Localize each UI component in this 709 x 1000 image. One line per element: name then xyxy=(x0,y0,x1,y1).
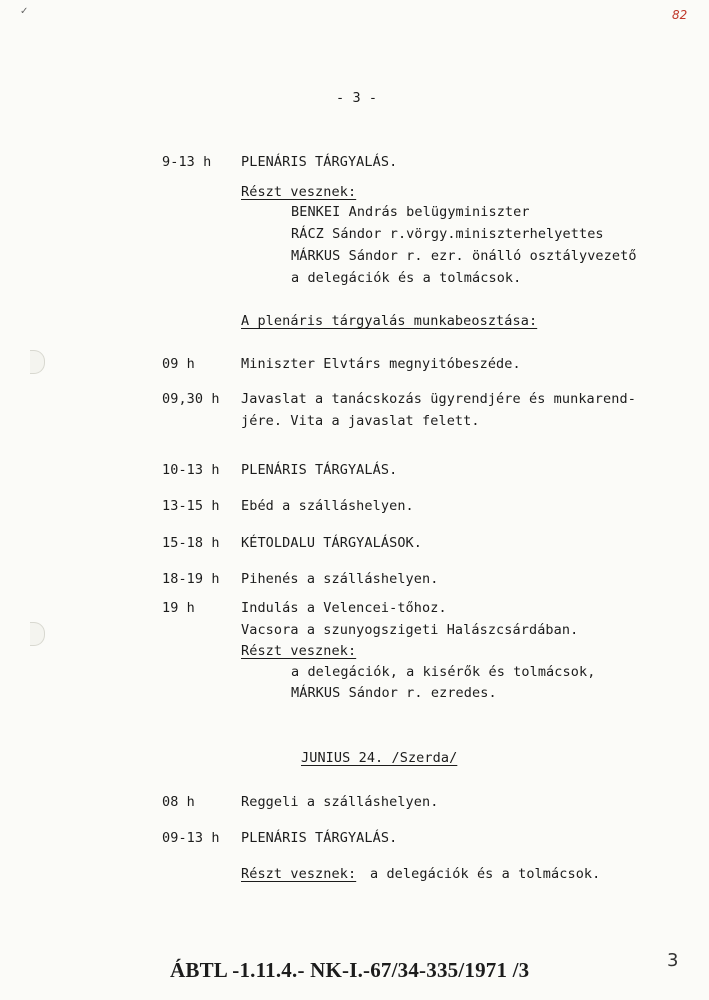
attendee-line: MÁRKUS Sándor r. ezredes. xyxy=(291,685,497,701)
agenda-text: PLENÁRIS TÁRGYALÁS. xyxy=(241,154,398,170)
attendees-label: Részt vesznek: xyxy=(241,866,357,882)
agenda-text-continued: jére. Vita a javaslat felett. xyxy=(241,413,480,429)
attendee-line: a delegációk és a tolmácsok. xyxy=(291,270,522,286)
section-title: A plenáris tárgyalás munkabeosztása: xyxy=(241,313,538,329)
time-label: 08 h xyxy=(162,794,195,810)
attendees-label: Részt vesznek: xyxy=(241,643,357,659)
agenda-text: Reggeli a szálláshelyen. xyxy=(241,794,439,810)
time-label: 09 h xyxy=(162,356,195,372)
archive-reference-footer: ÁBTL -1.11.4.- NK-I.-67/34-335/1971 /3 xyxy=(170,958,530,982)
agenda-text: Ebéd a szálláshelyen. xyxy=(241,498,414,514)
agenda-text: PLENÁRIS TÁRGYALÁS. xyxy=(241,830,398,846)
agenda-text: PLENÁRIS TÁRGYALÁS. xyxy=(241,462,398,478)
agenda-text: Javaslat a tanácskozás ügyrendjére és munkarend- xyxy=(241,391,636,407)
punch-hole-bottom xyxy=(30,622,45,646)
corner-tick-mark: ✓ xyxy=(20,6,29,17)
attendee-line: a delegációk, a kisérők és tolmácsok, xyxy=(291,664,596,680)
page-number: - 3 - xyxy=(336,90,378,106)
day-header: JUNIUS 24. /Szerda/ xyxy=(301,750,458,766)
time-label: 09,30 h xyxy=(162,391,220,407)
handwritten-page-number: 3 xyxy=(667,950,679,971)
time-label: 9-13 h xyxy=(162,154,212,170)
attendee-line: BENKEI András belügyminiszter xyxy=(291,204,530,220)
punch-hole-top xyxy=(30,350,45,374)
attendee-line: RÁCZ Sándor r.vörgy.miniszterhelyettes xyxy=(291,226,604,242)
handwritten-folio-number: 82 xyxy=(672,8,688,22)
time-label: 09-13 h xyxy=(162,830,220,846)
attendee-line: a delegációk és a tolmácsok. xyxy=(370,866,601,882)
time-label: 19 h xyxy=(162,600,195,616)
agenda-text: Indulás a Velencei-tőhoz. xyxy=(241,600,447,616)
agenda-text-continued: Vacsora a szunyogszigeti Halászcsárdában. xyxy=(241,622,579,638)
attendee-line: MÁRKUS Sándor r. ezr. önálló osztályvezető xyxy=(291,248,637,264)
time-label: 18-19 h xyxy=(162,571,220,587)
agenda-text: Pihenés a szálláshelyen. xyxy=(241,571,439,587)
time-label: 13-15 h xyxy=(162,498,220,514)
agenda-text: Miniszter Elvtárs megnyitóbeszéde. xyxy=(241,356,521,372)
agenda-text: KÉTOLDALU TÁRGYALÁSOK. xyxy=(241,535,423,551)
time-label: 10-13 h xyxy=(162,462,220,478)
time-label: 15-18 h xyxy=(162,535,220,551)
attendees-label: Részt vesznek: xyxy=(241,184,357,200)
